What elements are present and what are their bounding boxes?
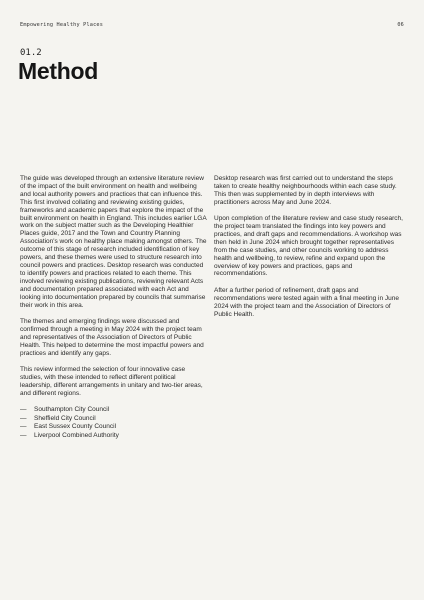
list-item: [20, 423, 208, 432]
body-paragraph: The guide was developed through an extensive literature review of the impact of the built environment on health and wellbeing and local authority powers and practices that can influence this. This first involved collating and reviewing existing guides, frameworks and academic papers that explore the impact of the built environment on health in England. This includes earlier LGA work on the subject matter such as the Developing Healthier Places guide, 2017 and the Town and Country Planning Association's work on healthy place making amongst others. The outcome of this stage of research included identification of key powers, and these themes were used to structure research into council powers and practices. Desktop research was conducted to identify powers and practices related to each theme. This involved reviewing existing publications, reviewing relevant Acts and documentation prepared associated with each Act and looking into documentation prepared by councils that summarise their work in this area.: [20, 175, 207, 309]
list-item: [20, 406, 208, 415]
list-item-label: Southampton City Council: [34, 406, 110, 414]
list-item-label: Sheffield City Council: [34, 414, 96, 422]
body-paragraph: This review informed the selection of four innovative case studies, with these intended to reflect different political leadership, different arrangements in unitary and two-tier areas, and different regions.: [20, 365, 203, 397]
list-item: [20, 432, 208, 441]
body-paragraph: The themes and emerging findings were discussed and confirmed through a meeting in May 2024 with the project team and representatives of the Association of Directors of Public Health. This helped to determine the most impactful powers and practices and identify any gaps.: [20, 317, 204, 357]
list-item-label: East Sussex County Council: [34, 423, 117, 431]
section-number: 01.2: [20, 48, 42, 58]
body-paragraph: Upon completion of the literature review and case study research, the project team translated the findings into key powers and practices, and draft gaps and recommendations. A workshop was then held in June 2024 which brought together representatives from the case studies, and other councils working to address health and wellbeing, to review, refine and expand upon the overview of key powers and practices, gaps and recommendations.: [214, 215, 403, 278]
running-title: Empowering Healthy Places: [20, 22, 104, 28]
list-marker: —: [20, 423, 27, 431]
section-title: Method: [18, 58, 98, 84]
list-item: [20, 415, 208, 424]
list-item-label: Liverpool Combined Authority: [34, 431, 119, 439]
body-paragraph: After a further period of refinement, draft gaps and recommendations were tested again with a final meeting in June 2024 with the project team and the Association of Directors of Public Health.: [214, 286, 399, 318]
running-header: [20, 22, 404, 28]
body-paragraph: Desktop research was first carried out to understand the steps taken to create healthy neighbourhoods within each case study. This then was supplemented by in depth interviews with practitioners across May and June 2024.: [214, 175, 397, 206]
list-marker: —: [20, 406, 27, 414]
left-column: [20, 175, 208, 440]
page-number: 06: [397, 22, 404, 28]
right-column: [214, 175, 404, 327]
list-marker: —: [20, 414, 27, 422]
list-marker: —: [20, 431, 27, 439]
case-study-list: [20, 406, 208, 440]
